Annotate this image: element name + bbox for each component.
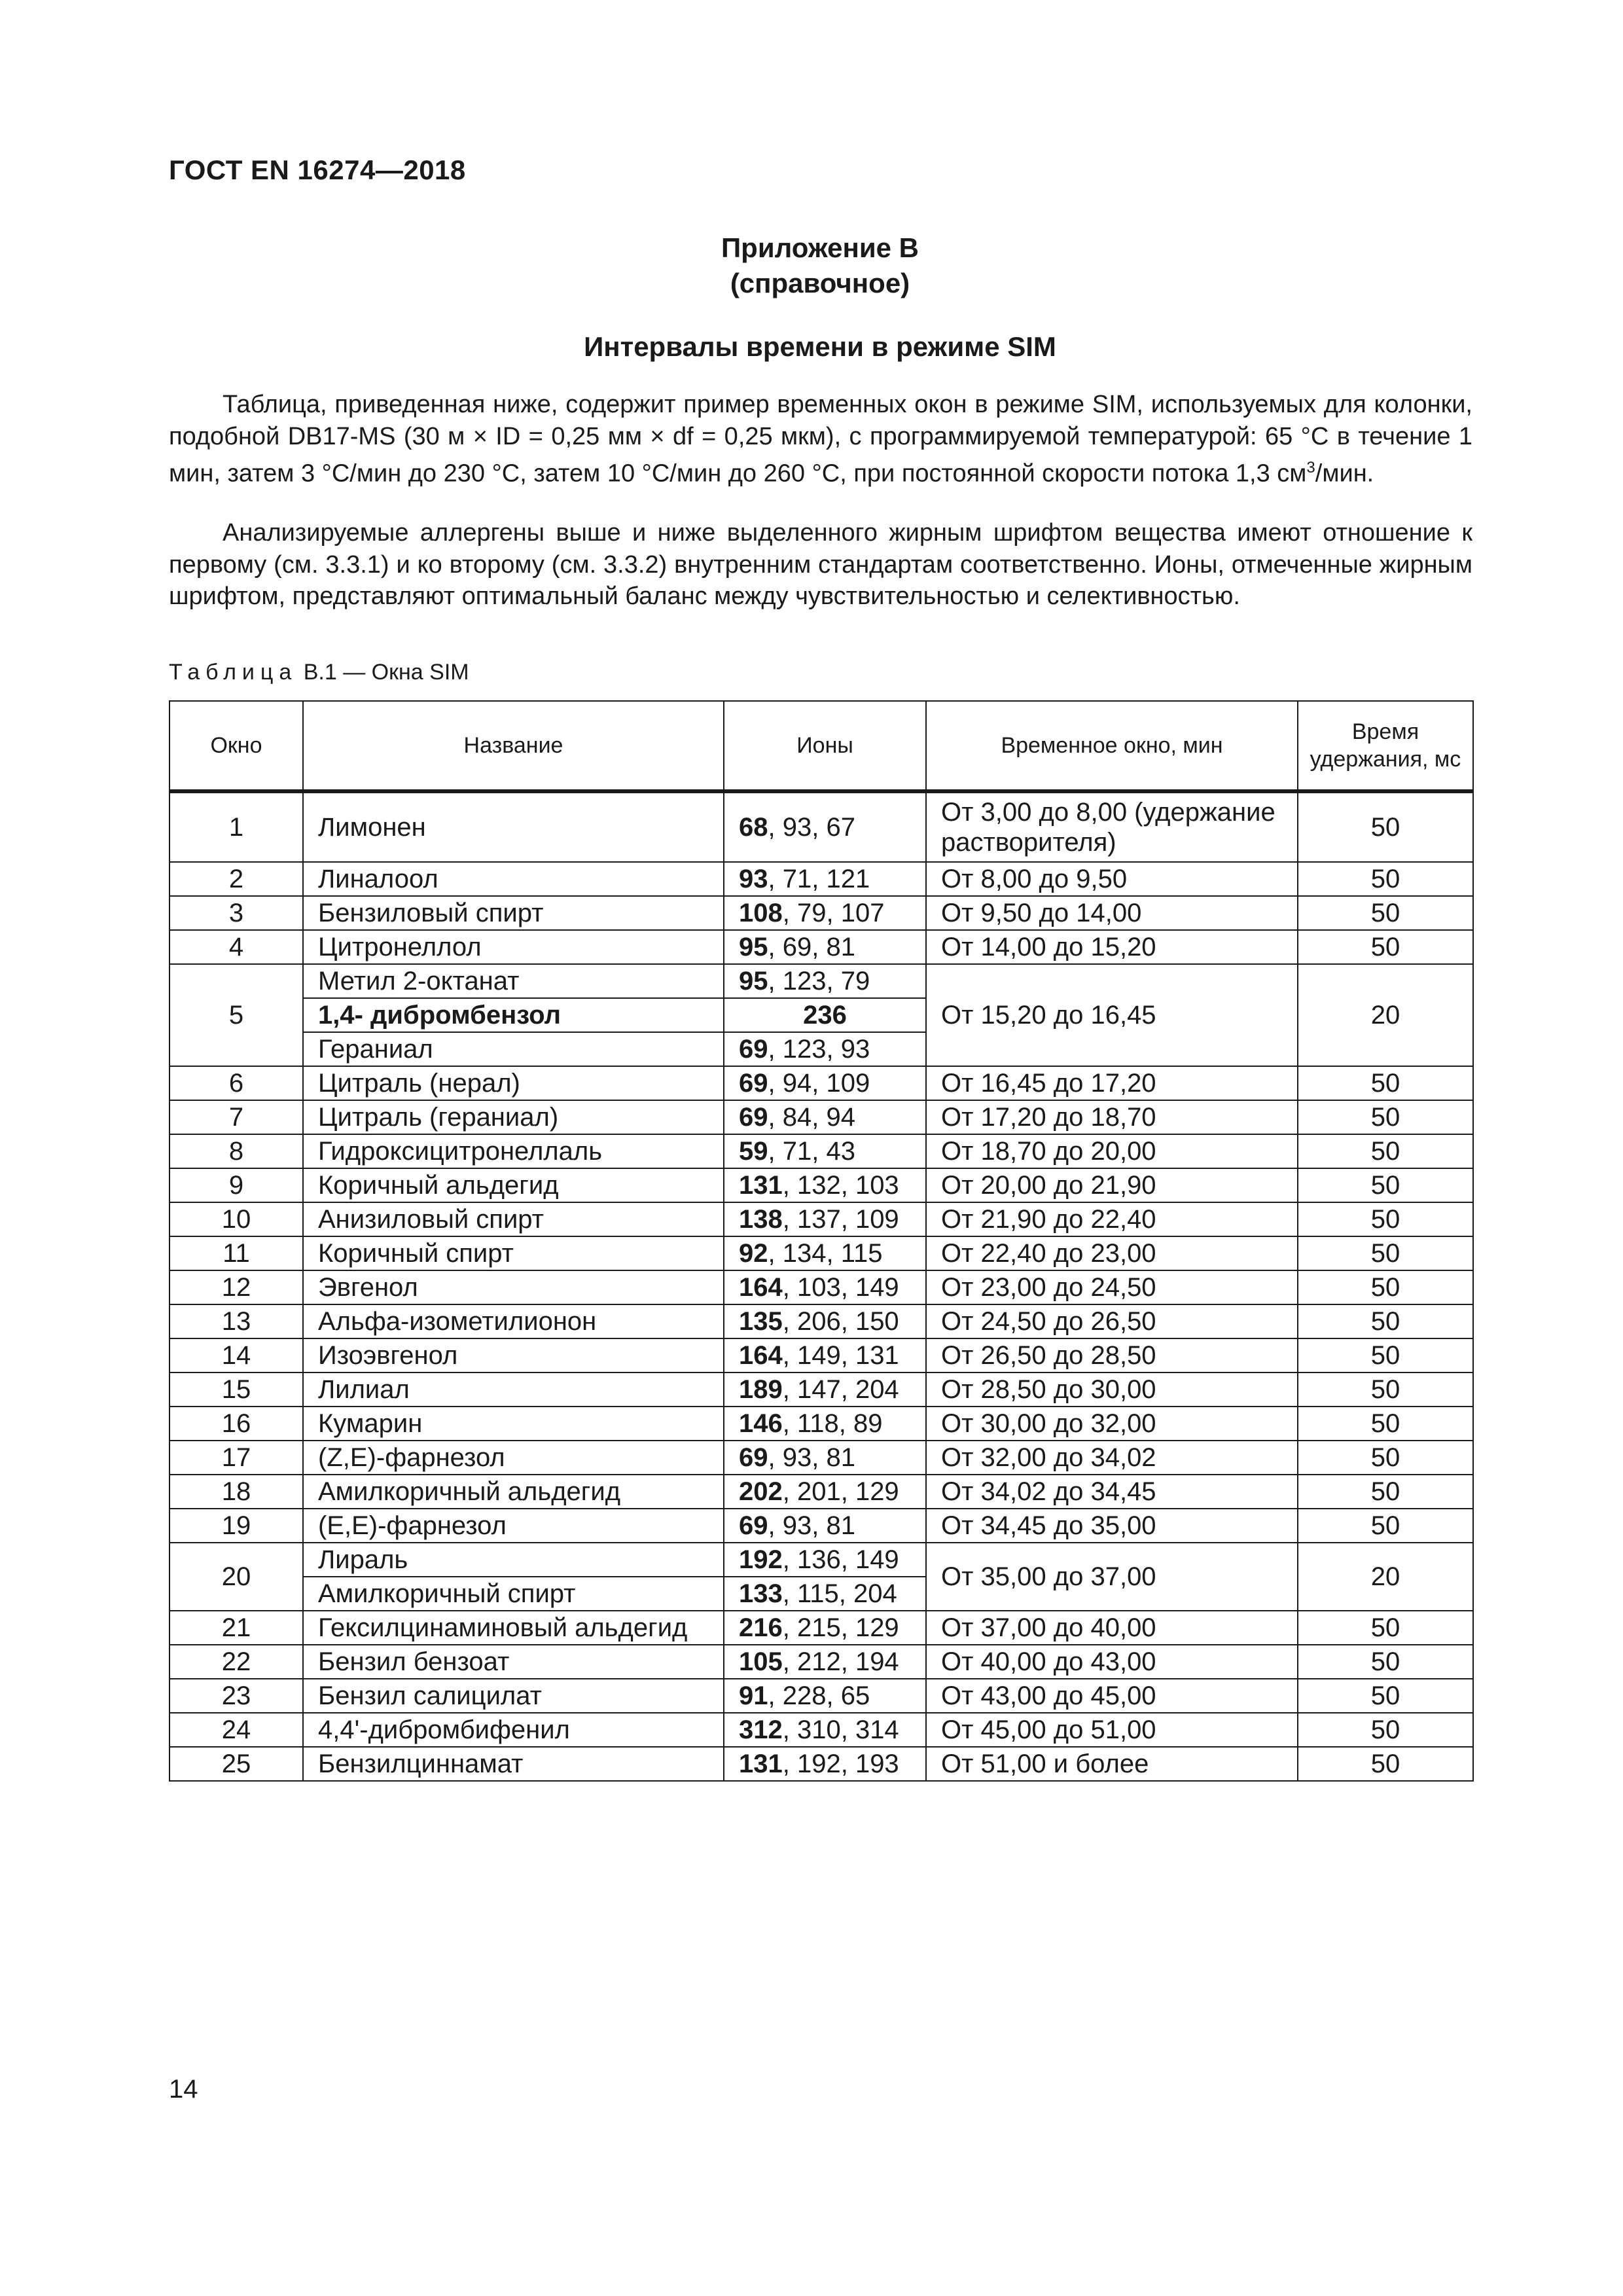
cell-hold-time: 50 xyxy=(1298,1475,1473,1509)
ion-primary: 59 xyxy=(739,1137,768,1166)
cell-compound-name: Линалоол xyxy=(303,862,724,896)
cell-compound-name: Альфа-изометилионон xyxy=(303,1304,724,1338)
ion-secondary: , 201, 129 xyxy=(782,1477,899,1506)
cell-ions xyxy=(724,930,926,964)
cell-time-window: От 22,40 до 23,00 xyxy=(926,1236,1298,1270)
cell-ions xyxy=(724,1134,926,1168)
ion-secondary: , 149, 131 xyxy=(782,1341,899,1370)
cell-hold-time: 50 xyxy=(1298,1372,1473,1407)
ion-primary: 95 xyxy=(739,967,768,996)
cell-ions xyxy=(724,862,926,896)
cell-compound-name: Бензиловый спирт xyxy=(303,896,724,930)
cell-time-window: От 43,00 до 45,00 xyxy=(926,1679,1298,1713)
cell-hold-time: 50 xyxy=(1298,1100,1473,1134)
cell-time-window: От 30,00 до 32,00 xyxy=(926,1407,1298,1441)
cell-window-number: 23 xyxy=(169,1679,303,1713)
ion-primary: 69 xyxy=(739,1103,768,1132)
header-hold-time: Время удержания, мс xyxy=(1298,701,1473,791)
cell-ions xyxy=(724,1066,926,1100)
cell-time-window: От 3,00 до 8,00 (удержание растворителя) xyxy=(926,791,1298,862)
ion-primary: 105 xyxy=(739,1647,783,1676)
cell-time-window: От 28,50 до 30,00 xyxy=(926,1372,1298,1407)
cell-ions xyxy=(724,1304,926,1338)
cell-window-number: 25 xyxy=(169,1747,303,1781)
cell-time-window: От 34,02 до 34,45 xyxy=(926,1475,1298,1509)
cell-ions xyxy=(724,1509,926,1543)
cell-time-window: От 9,50 до 14,00 xyxy=(926,896,1298,930)
cell-ions xyxy=(724,1441,926,1475)
cell-hold-time: 50 xyxy=(1298,1270,1473,1304)
header-ions: Ионы xyxy=(724,701,926,791)
table-row xyxy=(169,862,1473,896)
ion-primary: 95 xyxy=(739,933,768,961)
ion-primary: 93 xyxy=(739,865,768,893)
cell-time-window: От 37,00 до 40,00 xyxy=(926,1611,1298,1645)
ion-primary: 189 xyxy=(739,1375,783,1404)
cell-window-number: 10 xyxy=(169,1202,303,1236)
cell-compound-name: Бензил бензоат xyxy=(303,1645,724,1679)
cell-compound-name: Лираль xyxy=(303,1543,724,1577)
table-row xyxy=(169,1407,1473,1441)
intro-paragraph-1 xyxy=(169,389,1472,490)
page-number: 14 xyxy=(169,2075,198,2104)
table-row xyxy=(169,896,1473,930)
cell-window-number: 19 xyxy=(169,1509,303,1543)
ion-secondary: , 212, 194 xyxy=(782,1647,899,1676)
cell-window-number: 20 xyxy=(169,1543,303,1611)
ion-primary: 164 xyxy=(739,1341,783,1370)
cell-time-window: От 40,00 до 43,00 xyxy=(926,1645,1298,1679)
cell-time-window: От 17,20 до 18,70 xyxy=(926,1100,1298,1134)
ion-secondary: , 94, 109 xyxy=(768,1069,870,1098)
cell-window-number: 5 xyxy=(169,964,303,1066)
ion-secondary: , 103, 149 xyxy=(782,1273,899,1302)
cell-hold-time: 50 xyxy=(1298,1338,1473,1372)
ion-secondary: , 215, 129 xyxy=(782,1613,899,1642)
ion-secondary: , 118, 89 xyxy=(782,1409,883,1438)
cell-window-number: 15 xyxy=(169,1372,303,1407)
cell-ions xyxy=(724,1543,926,1577)
cell-hold-time: 50 xyxy=(1298,930,1473,964)
sim-windows-table xyxy=(169,700,1474,1782)
ion-secondary: , 115, 204 xyxy=(782,1579,897,1608)
cell-time-window: От 8,00 до 9,50 xyxy=(926,862,1298,896)
ion-primary: 135 xyxy=(739,1307,783,1336)
ion-secondary: , 123, 93 xyxy=(768,1035,870,1064)
table-row xyxy=(169,1202,1473,1236)
ion-secondary: , 147, 204 xyxy=(782,1375,899,1404)
ion-primary: 91 xyxy=(739,1681,768,1710)
cell-hold-time: 50 xyxy=(1298,1611,1473,1645)
cell-window-number: 13 xyxy=(169,1304,303,1338)
table-row xyxy=(169,1338,1473,1372)
cell-compound-name: Кумарин xyxy=(303,1407,724,1441)
cell-compound-name: 4,4'-дибромбифенил xyxy=(303,1713,724,1747)
cell-ions xyxy=(724,998,926,1032)
cell-hold-time: 50 xyxy=(1298,1645,1473,1679)
cell-time-window: От 23,00 до 24,50 xyxy=(926,1270,1298,1304)
cell-compound-name: Цитраль (нерал) xyxy=(303,1066,724,1100)
ion-primary: 92 xyxy=(739,1239,768,1268)
table-row xyxy=(169,1509,1473,1543)
annex-title: Приложение В xyxy=(721,232,919,263)
table-row xyxy=(169,1270,1473,1304)
table-row xyxy=(169,1100,1473,1134)
ion-secondary: , 192, 193 xyxy=(782,1749,899,1778)
table-row xyxy=(169,930,1473,964)
annex-heading: Интервалы времени в режиме SIM xyxy=(584,331,1056,362)
ion-secondary: , 206, 150 xyxy=(782,1307,899,1336)
ion-primary: 216 xyxy=(739,1613,783,1642)
cell-compound-name: Амилкоричный спирт xyxy=(303,1577,724,1611)
cell-ions xyxy=(724,1168,926,1202)
ion-secondary: , 93, 81 xyxy=(768,1511,855,1540)
cell-compound-name: Гексилцинаминовый альдегид xyxy=(303,1611,724,1645)
cell-window-number: 1 xyxy=(169,791,303,862)
table-row xyxy=(169,1543,1473,1577)
cell-ions xyxy=(724,791,926,862)
table-row xyxy=(169,1168,1473,1202)
cell-compound-name: Лилиал xyxy=(303,1372,724,1407)
cell-compound-name: Бензил салицилат xyxy=(303,1679,724,1713)
cell-time-window: От 34,45 до 35,00 xyxy=(926,1509,1298,1543)
table-row xyxy=(169,1066,1473,1100)
ion-primary: 69 xyxy=(739,1443,768,1472)
cell-window-number: 21 xyxy=(169,1611,303,1645)
cell-hold-time: 20 xyxy=(1298,1543,1473,1611)
cell-compound-name: 1,4- дибромбензол xyxy=(303,998,724,1032)
cell-compound-name: Бензилциннамат xyxy=(303,1747,724,1781)
cell-hold-time: 50 xyxy=(1298,1304,1473,1338)
ion-primary: 138 xyxy=(739,1205,783,1234)
cell-compound-name: Гидроксицитронеллаль xyxy=(303,1134,724,1168)
ion-secondary: , 84, 94 xyxy=(768,1103,855,1132)
cell-window-number: 16 xyxy=(169,1407,303,1441)
cell-time-window: От 18,70 до 20,00 xyxy=(926,1134,1298,1168)
cell-ions xyxy=(724,1202,926,1236)
cell-hold-time: 50 xyxy=(1298,1407,1473,1441)
cell-compound-name: Эвгенол xyxy=(303,1270,724,1304)
table-row xyxy=(169,791,1473,862)
cell-ions xyxy=(724,1645,926,1679)
cell-hold-time: 50 xyxy=(1298,1168,1473,1202)
cell-compound-name: Анизиловый спирт xyxy=(303,1202,724,1236)
standard-code: ГОСТ EN 16274—2018 xyxy=(169,154,466,185)
cell-window-number: 4 xyxy=(169,930,303,964)
ion-secondary: , 132, 103 xyxy=(782,1171,899,1200)
cell-hold-time: 50 xyxy=(1298,1236,1473,1270)
ion-primary: 69 xyxy=(739,1069,768,1098)
intro-text-1-end: /мин. xyxy=(1315,459,1374,488)
table-row xyxy=(169,964,1473,998)
table-row xyxy=(169,1236,1473,1270)
cell-hold-time: 50 xyxy=(1298,1202,1473,1236)
cell-compound-name: Коричный спирт xyxy=(303,1236,724,1270)
ion-secondary: , 93, 67 xyxy=(768,813,855,842)
cell-ions xyxy=(724,1270,926,1304)
cell-time-window: От 32,00 до 34,02 xyxy=(926,1441,1298,1475)
ion-primary: 69 xyxy=(739,1511,768,1540)
intro-text-1: Таблица, приведенная ниже, содержит пример временных окон в режиме SIM, используемых для колонки, подобной DB17-MS (30 м × ID = 0,25 мм × df = 0,25 мкм), с программируемой температурой: 65 °C в течение 1 мин, затем 3 °C/мин до 230 °C, затем 10 °C/мин до 260 °C, при постоянной скорости потока 1,3 см xyxy=(169,391,1472,488)
cell-compound-name: Метил 2-октанат xyxy=(303,964,724,998)
table-body xyxy=(169,791,1473,1781)
table-row xyxy=(169,1611,1473,1645)
cell-time-window: От 35,00 до 37,00 xyxy=(926,1543,1298,1611)
ion-primary: 192 xyxy=(739,1545,783,1574)
cell-compound-name: Изоэвгенол xyxy=(303,1338,724,1372)
cell-compound-name: Цитронеллол xyxy=(303,930,724,964)
ion-secondary: , 123, 79 xyxy=(768,967,870,996)
table-row xyxy=(169,1747,1473,1781)
table-caption-text: В.1 — Окна SIM xyxy=(297,660,469,685)
cell-window-number: 7 xyxy=(169,1100,303,1134)
header-time-window: Временное окно, мин xyxy=(926,701,1298,791)
cell-hold-time: 20 xyxy=(1298,964,1473,1066)
table-row xyxy=(169,1372,1473,1407)
cell-time-window: От 24,50 до 26,50 xyxy=(926,1304,1298,1338)
cell-ions xyxy=(724,1372,926,1407)
ion-primary: 164 xyxy=(739,1273,783,1302)
ion-secondary: , 71, 121 xyxy=(768,865,870,893)
intro-paragraph-2 xyxy=(169,517,1472,613)
ion-primary: 146 xyxy=(739,1409,783,1438)
ion-primary: 131 xyxy=(739,1171,783,1200)
cell-ions xyxy=(724,896,926,930)
ion-primary: 133 xyxy=(739,1579,783,1608)
cell-ions xyxy=(724,1475,926,1509)
cell-ions xyxy=(724,1713,926,1747)
table-row xyxy=(169,1134,1473,1168)
cell-window-number: 6 xyxy=(169,1066,303,1100)
cell-hold-time: 50 xyxy=(1298,791,1473,862)
ion-secondary: , 79, 107 xyxy=(782,899,885,927)
cell-window-number: 12 xyxy=(169,1270,303,1304)
cell-ions xyxy=(724,1679,926,1713)
cell-hold-time: 50 xyxy=(1298,1747,1473,1781)
cell-time-window: От 20,00 до 21,90 xyxy=(926,1168,1298,1202)
cell-time-window: От 45,00 до 51,00 xyxy=(926,1713,1298,1747)
cell-compound-name: Амилкоричный альдегид xyxy=(303,1475,724,1509)
cell-ions xyxy=(724,1407,926,1441)
header-name: Название xyxy=(303,701,724,791)
cell-hold-time: 50 xyxy=(1298,1441,1473,1475)
table-row xyxy=(169,1441,1473,1475)
ion-primary: 131 xyxy=(739,1749,783,1778)
ion-primary: 236 xyxy=(803,1001,847,1030)
cell-window-number: 2 xyxy=(169,862,303,896)
cell-hold-time: 50 xyxy=(1298,1713,1473,1747)
cell-window-number: 8 xyxy=(169,1134,303,1168)
ion-primary: 202 xyxy=(739,1477,783,1506)
cell-hold-time: 50 xyxy=(1298,1066,1473,1100)
cell-ions xyxy=(724,1577,926,1611)
table-row xyxy=(169,1713,1473,1747)
cell-window-number: 24 xyxy=(169,1713,303,1747)
cell-time-window: От 15,20 до 16,45 xyxy=(926,964,1298,1066)
ion-secondary: , 71, 43 xyxy=(768,1137,855,1166)
cell-ions xyxy=(724,964,926,998)
cell-compound-name: Гераниал xyxy=(303,1032,724,1066)
ion-secondary: , 310, 314 xyxy=(782,1715,899,1744)
cell-hold-time: 50 xyxy=(1298,1134,1473,1168)
ion-secondary: , 134, 115 xyxy=(768,1239,883,1268)
ion-primary: 108 xyxy=(739,899,783,927)
ion-primary: 68 xyxy=(739,813,768,842)
annex-subtitle: (справочное) xyxy=(730,268,910,298)
cell-window-number: 18 xyxy=(169,1475,303,1509)
cell-time-window: От 51,00 и более xyxy=(926,1747,1298,1781)
cell-window-number: 17 xyxy=(169,1441,303,1475)
cell-ions xyxy=(724,1032,926,1066)
cell-ions xyxy=(724,1747,926,1781)
intro-text-2: Анализируемые аллергены выше и ниже выделенного жирным шрифтом вещества имеют отношение к первому (см. 3.3.1) и ко второму (см. 3.3.2) внутренним стандартам соответственно. Ионы, отмеченные жирным шрифтом, представляют оптимальный баланс между чувствительностью и селективностью. xyxy=(169,519,1472,610)
table-row xyxy=(169,1475,1473,1509)
header-window: Окно xyxy=(169,701,303,791)
cell-time-window: От 26,50 до 28,50 xyxy=(926,1338,1298,1372)
cell-hold-time: 50 xyxy=(1298,862,1473,896)
ion-primary: 69 xyxy=(739,1035,768,1064)
superscript-3: 3 xyxy=(1306,459,1315,476)
cell-compound-name: (Z,E)-фарнезол xyxy=(303,1441,724,1475)
ion-secondary: , 137, 109 xyxy=(782,1205,899,1234)
cell-compound-name: (E,E)-фарнезол xyxy=(303,1509,724,1543)
cell-compound-name: Цитраль (гераниал) xyxy=(303,1100,724,1134)
cell-window-number: 9 xyxy=(169,1168,303,1202)
cell-window-number: 22 xyxy=(169,1645,303,1679)
cell-ions xyxy=(724,1611,926,1645)
cell-window-number: 14 xyxy=(169,1338,303,1372)
cell-ions xyxy=(724,1338,926,1372)
ion-secondary: , 69, 81 xyxy=(768,933,855,961)
table-caption-prefix: Таблица xyxy=(169,660,298,685)
cell-window-number: 3 xyxy=(169,896,303,930)
ion-secondary: , 93, 81 xyxy=(768,1443,855,1472)
cell-hold-time: 50 xyxy=(1298,1679,1473,1713)
ion-primary: 312 xyxy=(739,1715,783,1744)
cell-time-window: От 16,45 до 17,20 xyxy=(926,1066,1298,1100)
cell-ions xyxy=(724,1236,926,1270)
table-caption xyxy=(169,660,469,685)
table-header-row xyxy=(169,701,1473,791)
cell-hold-time: 50 xyxy=(1298,896,1473,930)
ion-secondary: , 136, 149 xyxy=(782,1545,899,1574)
cell-time-window: От 14,00 до 15,20 xyxy=(926,930,1298,964)
cell-ions xyxy=(724,1100,926,1134)
ion-secondary: , 228, 65 xyxy=(768,1681,870,1710)
cell-hold-time: 50 xyxy=(1298,1509,1473,1543)
cell-time-window: От 21,90 до 22,40 xyxy=(926,1202,1298,1236)
table-row xyxy=(169,1304,1473,1338)
cell-compound-name: Лимонен xyxy=(303,791,724,862)
table-row xyxy=(169,1679,1473,1713)
cell-compound-name: Коричный альдегид xyxy=(303,1168,724,1202)
cell-window-number: 11 xyxy=(169,1236,303,1270)
table-row xyxy=(169,1645,1473,1679)
